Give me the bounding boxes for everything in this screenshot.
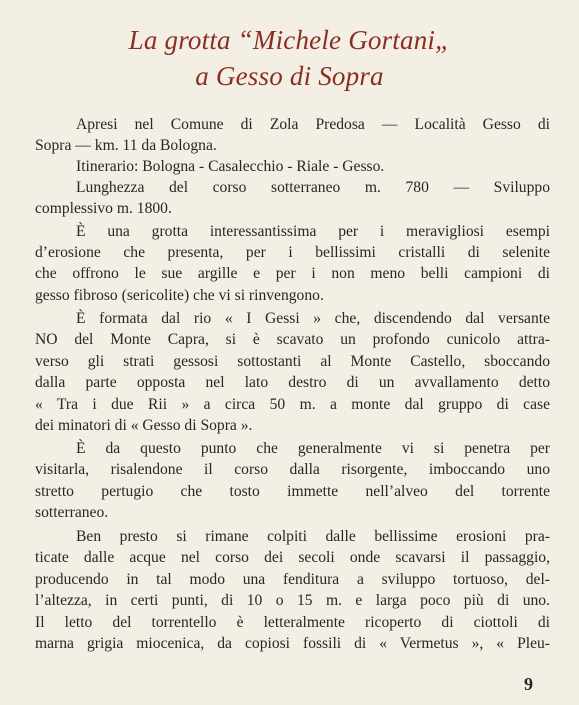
text-line: gesso fibroso (sericolite) che vi si rinvengono. <box>35 287 324 304</box>
text-line: visitarla, risalendone il corso dalla risorgente, imboccando uno <box>35 461 550 478</box>
text-line: producendo in tal modo una fenditura a sviluppo tortuoso, del- <box>35 571 550 588</box>
text-line: È da questo punto che generalmente vi si penetra per <box>76 440 550 457</box>
text-line: NO del Monte Capra, si è scavato un profondo cunicolo attra- <box>35 331 550 348</box>
text-line: verso gli strati gessosi sottostanti al Monte Castello, sboccando <box>35 353 550 370</box>
text-line: l’altezza, in certi punti, di 10 o 15 m. e larga poco più di uno. <box>35 592 550 609</box>
text-line: d’erosione che presenta, per i bellissimi cristalli di selenite <box>35 244 550 261</box>
page-title-line-1: La grotta “Michele Gortani„ <box>128 25 451 55</box>
text-line: sotterraneo. <box>35 504 109 521</box>
text-line: complessivo m. 1800. <box>35 200 172 217</box>
text-line: Lunghezza del corso sotterraneo m. 780 — Sviluppo <box>76 179 550 196</box>
page-number: 9 <box>524 674 533 694</box>
text-line: È formata dal rio « I Gessi » che, discendendo dal versante <box>76 310 550 327</box>
text-line: « Tra i due Rii » a circa 50 m. a monte dal gruppo di case <box>35 396 550 413</box>
text-line: È una grotta interessantissima per i meravigliosi esempi <box>76 223 550 240</box>
text-line: ticate dalle acque nel corso dei secoli onde scavarsi il passaggio, <box>35 549 550 566</box>
text-line: stretto pertugio che tosto immette nell’alveo del torrente <box>35 483 550 500</box>
text-line: Il letto del torrentello è letteralmente ricoperto di ciottoli di <box>35 614 550 631</box>
text-line: Itinerario: Bologna - Casalecchio - Riale - Gesso. <box>76 158 385 175</box>
page-title-line-2: a Gesso di Sopra <box>195 61 384 91</box>
text-line: Sopra — km. 11 da Bologna. <box>35 137 217 154</box>
text-line: che offrono le sue argille e per i non meno belli campioni di <box>35 265 550 282</box>
text-line: marna grigia miocenica, da copiosi fossili di « Vermetus », « Pleu- <box>35 635 550 652</box>
text-line: Ben presto si rimane colpiti dalle bellissime erosioni pra- <box>76 528 550 545</box>
text-line: Apresi nel Comune di Zola Predosa — Località Gesso di <box>76 116 550 133</box>
text-line: dalla parte opposta nel lato destro di un avvallamento detto <box>35 374 550 391</box>
text-line: dei minatori di « Gesso di Sopra ». <box>35 417 253 434</box>
